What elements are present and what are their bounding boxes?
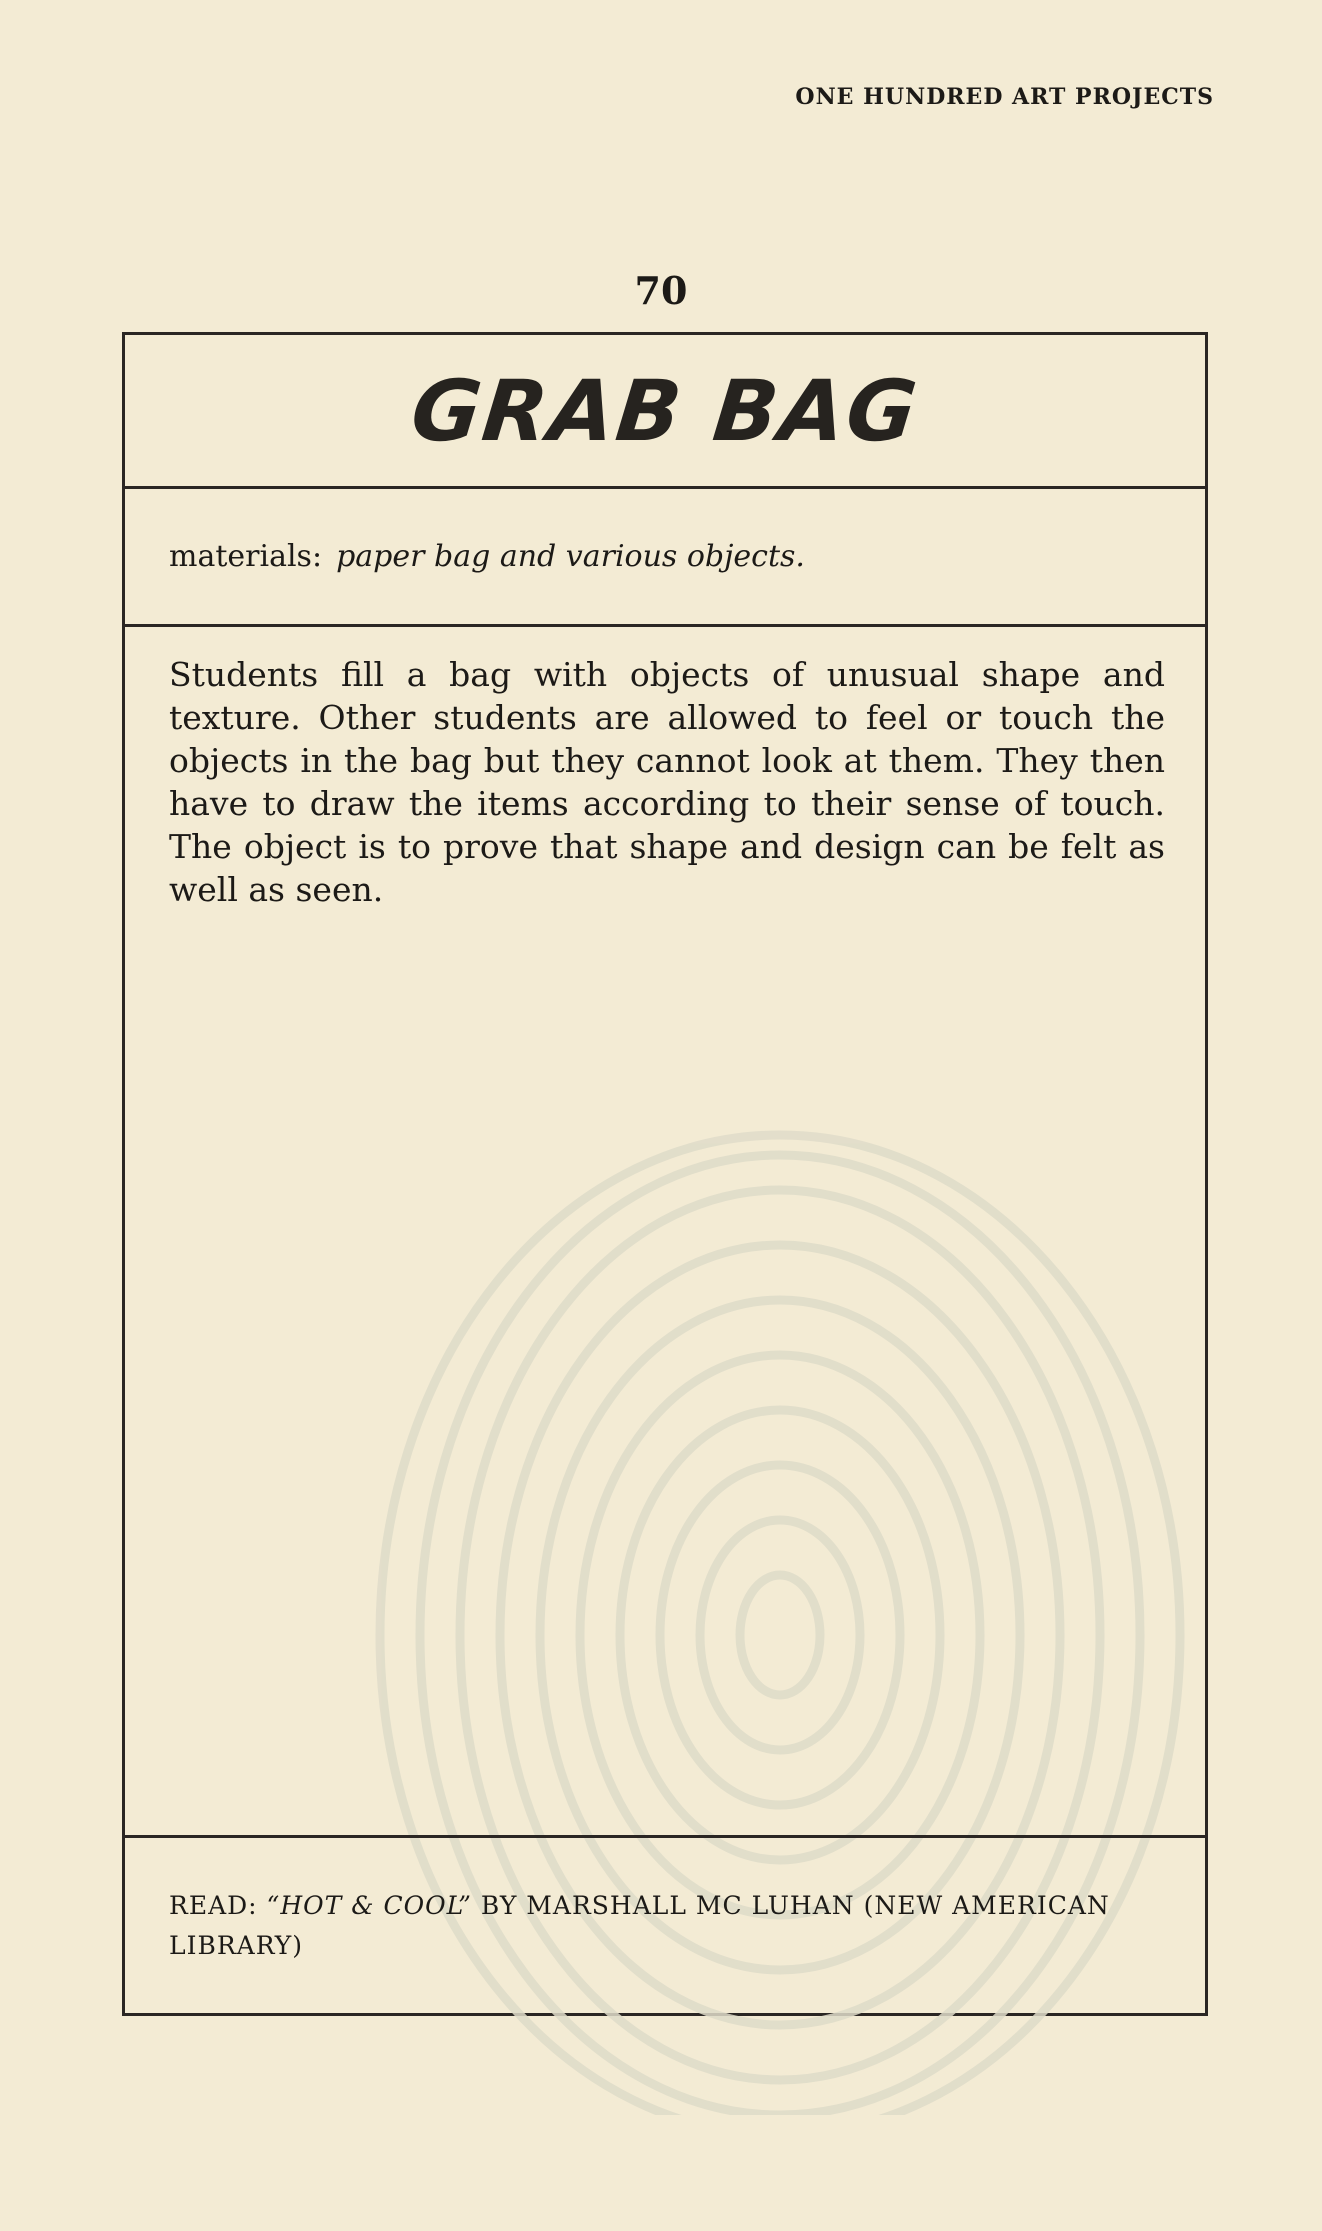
project-number: 70: [634, 268, 688, 313]
materials-value: paper bag and various objects.: [336, 539, 805, 574]
project-title: GRAB BAG: [406, 361, 924, 460]
materials-box: [125, 489, 1205, 627]
project-description: Students fill a bag with objects of unusual shape and texture. Other students are allowed to feel or touch the objects in the bag but they cannot look at them. They then have to draw the items according to their sense of touch. The object is to prove that shape and design can be felt as well as seen.: [169, 655, 1165, 909]
reading-title: “HOT & COOL”: [266, 1891, 472, 1920]
running-head: ONE HUNDRED ART PROJECTS: [795, 84, 1214, 110]
reading-box: [125, 1835, 1205, 2013]
reading-details: BY MARSHALL MC LUHAN (NEW AMERICAN LIBRARY): [169, 1891, 1110, 1960]
materials-label: materials:: [169, 539, 323, 574]
title-box: [125, 335, 1205, 489]
project-card: [122, 332, 1208, 2016]
reading-label: READ:: [169, 1891, 258, 1920]
